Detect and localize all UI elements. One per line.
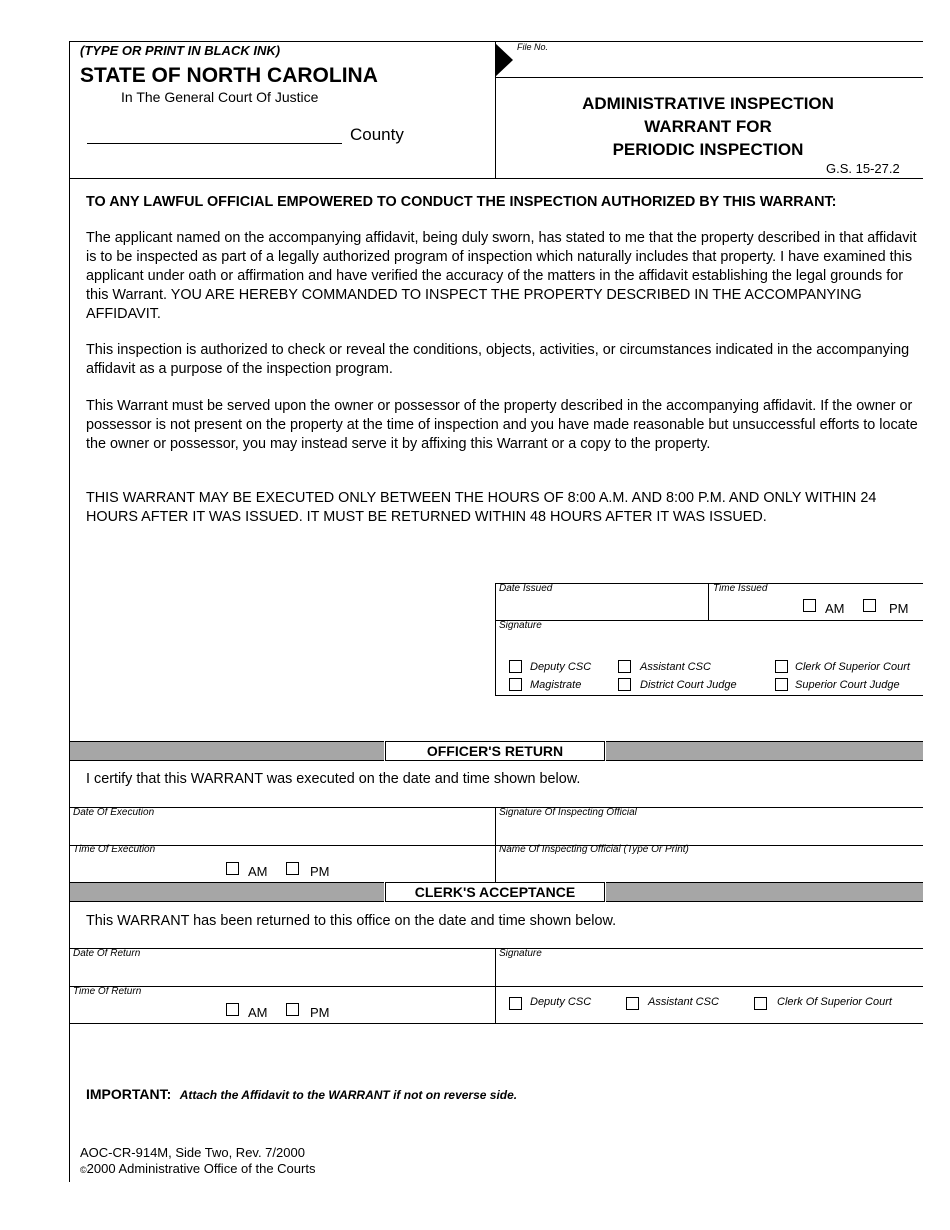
file-no-input[interactable] xyxy=(515,55,920,75)
clerks-acceptance-bar-left xyxy=(70,882,384,902)
paragraph-affidavit: The applicant named on the accompanying affidavit, being duly sworn, has stated to me that the property described in that affidavit is to be inspected as part of a legally authorized program of inspection which naturally includes that property. I have examined this applicant under oath or affirmation and have verified the accuracy of the matters in the affidavit establishing the legal grounds for this Warrant. YOU ARE HEREBY COMMANDED TO INSPECT THE PROPERTY DESCRIBED IN THE ACCOMPANYING AFFIDAVIT. xyxy=(86,230,917,322)
issuer-deputy-csc-checkbox[interactable] xyxy=(509,660,522,673)
issue-box-top xyxy=(495,583,923,584)
issue-box-mid xyxy=(495,620,923,621)
state-name: STATE OF NORTH CAROLINA xyxy=(80,64,378,87)
issuer-superior-judge-label: Superior Court Judge xyxy=(795,679,900,691)
date-of-return-label: Date Of Return xyxy=(73,948,141,959)
date-issued-label: Date Issued xyxy=(499,583,553,594)
time-of-return-label: Time Of Return xyxy=(73,986,142,997)
important-text: Attach the Affidavit to the WARRANT if not on reverse side. xyxy=(179,1088,518,1102)
date-of-execution-label: Date Of Execution xyxy=(73,807,155,818)
paragraph-hours: THIS WARRANT MAY BE EXECUTED ONLY BETWEEN THE HOURS OF 8:00 A.M. AND 8:00 P.M. AND ONLY WITHIN 24 HOURS AFTER IT WAS ISSUED. IT MUST BE RETURNED WITHIN 48 HOURS AFTER IT WAS ISSUED. xyxy=(86,490,877,525)
file-no-arrow-icon xyxy=(495,43,513,77)
issuer-magistrate-checkbox[interactable] xyxy=(509,678,522,691)
copyright-symbol: © xyxy=(80,1165,87,1175)
form-title-line2: WARRANT FOR xyxy=(644,117,772,136)
time-issued-label: Time Issued xyxy=(713,583,768,594)
execution-pm-label: PM xyxy=(310,864,330,879)
clerk-clerk-superior-label: Clerk Of Superior Court xyxy=(777,996,892,1008)
statute-ref: G.S. 15-27.2 xyxy=(826,161,900,176)
time-issued-am-checkbox[interactable] xyxy=(803,599,816,612)
officers-return-bar-right xyxy=(606,741,923,761)
clerk-deputy-csc-checkbox[interactable] xyxy=(509,997,522,1010)
inspector-signature-input[interactable] xyxy=(497,821,917,841)
important-note xyxy=(86,1086,517,1104)
issuer-assistant-csc-label: Assistant CSC xyxy=(640,661,711,673)
header-bottom-border xyxy=(69,178,923,179)
execution-am-checkbox[interactable] xyxy=(226,862,239,875)
return-bottom xyxy=(69,1023,923,1024)
clerks-acceptance-title: CLERK'S ACCEPTANCE xyxy=(385,882,605,902)
issue-box-bottom xyxy=(495,695,923,696)
clerk-assistant-csc-checkbox[interactable] xyxy=(626,997,639,1010)
clerk-assistant-csc-label: Assistant CSC xyxy=(648,996,719,1008)
issue-box-left xyxy=(495,583,496,696)
execution-am-label: AM xyxy=(248,864,268,879)
county-label: County xyxy=(350,125,404,144)
clerk-signature-label: Signature xyxy=(499,948,542,959)
issuer-district-judge-checkbox[interactable] xyxy=(618,678,631,691)
form-title-line3: PERIODIC INSPECTION xyxy=(612,140,804,159)
time-of-execution-label: Time Of Execution xyxy=(73,844,156,855)
page-left-border xyxy=(69,41,70,1182)
inspector-signature-label: Signature Of Inspecting Official xyxy=(499,807,637,818)
return-pm-label: PM xyxy=(310,1005,330,1020)
date-of-return-input[interactable] xyxy=(71,962,491,982)
issue-signature-label: Signature xyxy=(499,620,542,631)
issuer-superior-judge-checkbox[interactable] xyxy=(775,678,788,691)
header-top-border-left xyxy=(69,41,495,42)
issuer-district-judge-label: District Court Judge xyxy=(640,679,737,691)
time-issued-pm-label: PM xyxy=(889,601,909,616)
ink-note: (TYPE OR PRINT IN BLACK INK) xyxy=(80,43,281,58)
form-title-line1: ADMINISTRATIVE INSPECTION xyxy=(582,94,834,113)
important-label: IMPORTANT: xyxy=(86,1086,172,1102)
file-no-label: File No. xyxy=(517,42,549,52)
officers-return-title: OFFICER'S RETURN xyxy=(385,741,605,761)
form-title xyxy=(496,92,920,161)
issuer-deputy-csc-label: Deputy CSC xyxy=(530,661,592,673)
clerk-clerk-superior-checkbox[interactable] xyxy=(754,997,767,1010)
inspector-name-input[interactable] xyxy=(497,858,917,878)
warrant-heading: TO ANY LAWFUL OFFICIAL EMPOWERED TO CONDUCT THE INSPECTION AUTHORIZED BY THIS WARRANT: xyxy=(86,194,837,210)
return-row1-top xyxy=(69,948,923,949)
time-issued-pm-checkbox[interactable] xyxy=(863,599,876,612)
return-pm-checkbox[interactable] xyxy=(286,1003,299,1016)
paragraph-service: This Warrant must be served upon the owner or possessor of the property described in the accompanying affidavit. If the owner or possessor is not present on the property at the time of inspection and you have made reasonable but unsuccessful efforts to locate the owner or possessor, you may instead serve it by affixing this Warrant or a copy to the property. xyxy=(86,398,918,452)
file-no-bottom-line xyxy=(495,77,923,78)
time-issued-am-label: AM xyxy=(825,601,845,616)
county-input-line[interactable] xyxy=(87,143,342,144)
clerk-deputy-csc-label: Deputy CSC xyxy=(530,996,592,1008)
clerk-signature-input[interactable] xyxy=(497,962,917,982)
date-issued-input[interactable] xyxy=(497,597,705,617)
return-am-label: AM xyxy=(248,1005,268,1020)
clerks-acceptance-statement: This WARRANT has been returned to this office on the date and time shown below. xyxy=(86,913,617,929)
inspector-name-label: Name Of Inspecting Official (Type Or Print) xyxy=(499,844,689,855)
copyright-text: 2000 Administrative Office of the Courts xyxy=(86,1161,316,1176)
return-row2-top xyxy=(69,986,923,987)
issuer-magistrate-label: Magistrate xyxy=(530,679,582,691)
issuer-clerk-superior-label: Clerk Of Superior Court xyxy=(795,661,910,673)
clerks-acceptance-bar-right xyxy=(606,882,923,902)
court-name: In The General Court Of Justice xyxy=(121,89,319,105)
officers-return-certify: I certify that this WARRANT was executed on the date and time shown below. xyxy=(86,771,581,787)
issue-signature-input[interactable] xyxy=(497,634,917,654)
paragraph-purpose: This inspection is authorized to check or reveal the conditions, objects, activities, or circumstances indicated in the accompanying affidavit as a purpose of the inspection program. xyxy=(86,342,910,377)
issuer-clerk-superior-checkbox[interactable] xyxy=(775,660,788,673)
return-am-checkbox[interactable] xyxy=(226,1003,239,1016)
issue-box-divider xyxy=(708,583,709,621)
copyright xyxy=(80,1161,315,1176)
officers-return-bar-left xyxy=(70,741,384,761)
execution-row1-top xyxy=(69,807,923,808)
header-top-border-right xyxy=(495,41,923,42)
date-of-execution-input[interactable] xyxy=(71,821,491,841)
execution-row2-top xyxy=(69,845,923,846)
form-id: AOC-CR-914M, Side Two, Rev. 7/2000 xyxy=(80,1145,305,1160)
issuer-assistant-csc-checkbox[interactable] xyxy=(618,660,631,673)
execution-pm-checkbox[interactable] xyxy=(286,862,299,875)
